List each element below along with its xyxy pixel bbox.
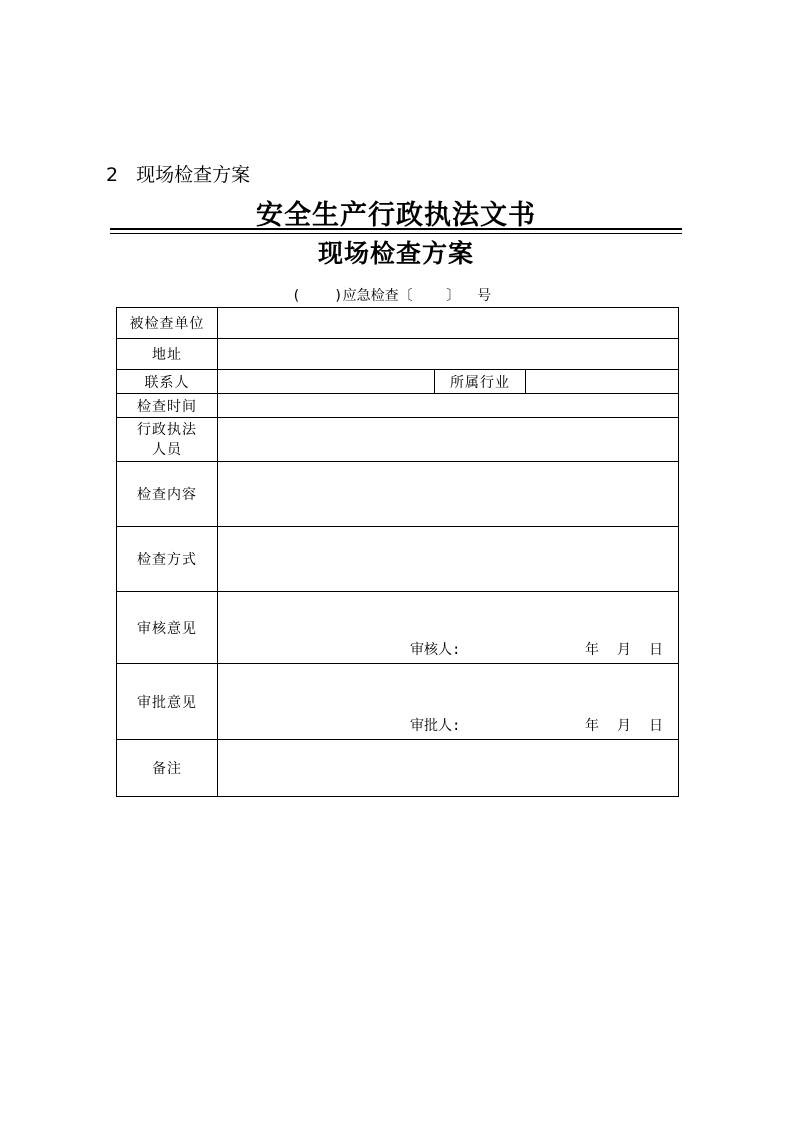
industry-label: 所属行业 [435,370,526,394]
form-row-address [117,339,679,370]
form-row-method [117,527,679,592]
officers-label [117,418,218,462]
document-title: 安全生产行政执法文书 [256,200,536,231]
approval-date [585,718,681,734]
document-subtitle: 现场检查方案 [317,239,474,268]
approval-signature-line [410,715,681,735]
review-date [585,642,681,658]
officers-label-line2: 人员 [152,441,182,458]
address-label: 地址 [117,339,218,370]
inspection-plan-form [116,307,679,797]
contact-label: 联系人 [117,370,218,394]
section-title: 现场检查方案 [136,164,251,186]
remarks-field[interactable] [218,740,679,797]
approval-signature-area [218,664,678,739]
section-heading [106,160,250,187]
approval-date-day: 日 [649,718,663,734]
form-row-inspection-time [117,394,679,418]
review-label: 审核意见 [117,592,218,664]
address-field[interactable] [218,339,679,370]
inspected-unit-label: 被检查单位 [117,308,218,339]
inspected-unit-field[interactable] [218,308,679,339]
content-field[interactable] [218,462,679,527]
approval-label: 审批意见 [117,664,218,740]
form-row-approval [117,664,679,740]
inspection-time-field[interactable] [218,394,679,418]
remarks-label: 备注 [117,740,218,797]
approval-date-month: 月 [617,718,631,734]
title-rule-thick [110,228,682,230]
reviewer-label: 审核人: [410,642,461,658]
form-row-content [117,462,679,527]
content-label: 检查内容 [117,462,218,527]
officers-label-line1: 行政执法 [137,421,197,438]
approval-date-year: 年 [585,718,599,734]
review-date-year: 年 [585,642,599,658]
form-row-officers [117,418,679,462]
review-date-month: 月 [617,642,631,658]
approval-field[interactable] [218,664,679,740]
document-number-line: ( )应急检查〔 〕 号 [292,288,492,304]
review-field[interactable] [218,592,679,664]
approver-label: 审批人: [410,718,461,734]
review-date-day: 日 [649,642,663,658]
contact-field[interactable] [218,370,435,394]
officers-field[interactable] [218,418,679,462]
section-number: 2 [106,164,119,186]
method-field[interactable] [218,527,679,592]
form-row-review [117,592,679,664]
method-label: 检查方式 [117,527,218,592]
review-signature-line [410,639,681,659]
industry-field[interactable] [526,370,679,394]
form-row-contact [117,370,679,394]
form-row-inspected-unit [117,308,679,339]
inspection-time-label: 检查时间 [117,394,218,418]
review-signature-area [218,592,678,663]
form-row-remarks [117,740,679,797]
